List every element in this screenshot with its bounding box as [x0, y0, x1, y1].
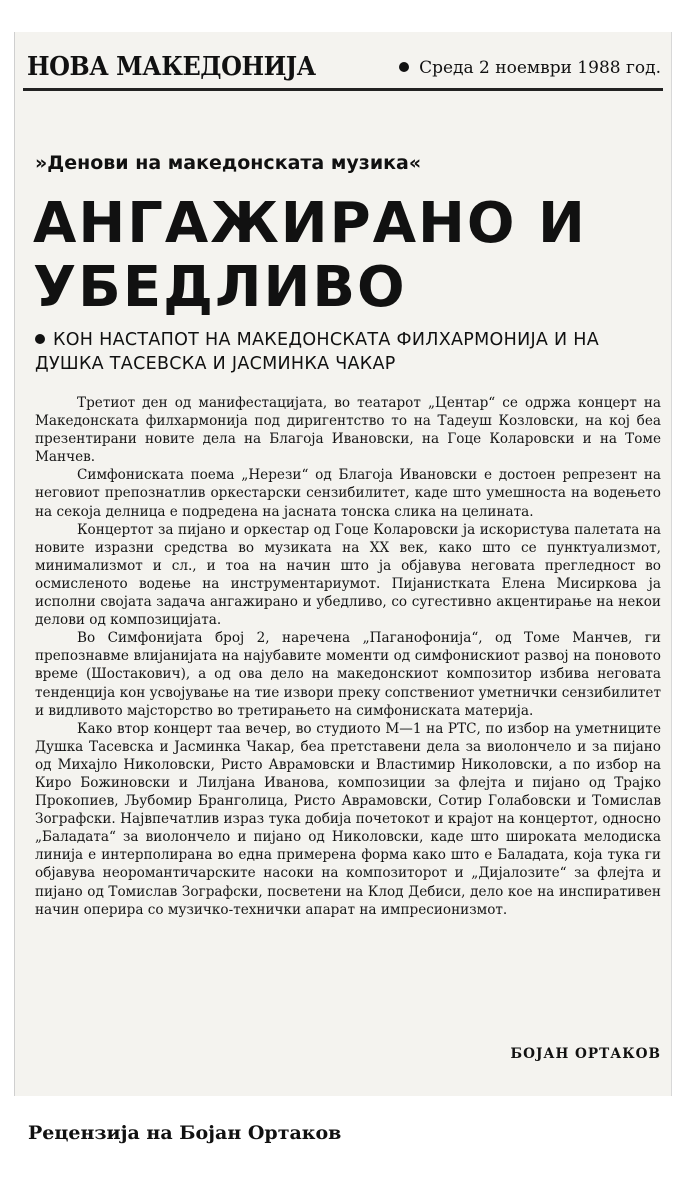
figure-caption: Рецензија на Бојан Ортаков [28, 1122, 342, 1144]
article-paragraph: Во Симфонијата број 2, наречена „Паганофонија“, од Томе Манчев, ги препознавме влијанијата на најубавите моменти од симфонискиот развој на поновото време (Шостакович), а од ова дело на македонскиот композитор избива неговата тенденција кон усвојување на тие извори преку сопствениот уметнички сензибилитет и видливото мајсторство во третирањето на симфониската материја. [35, 630, 661, 719]
author-signature: БОЈАН ОРТАКОВ [510, 1046, 661, 1062]
newspaper-clipping [14, 32, 672, 1096]
publication-date [399, 58, 661, 78]
article-paragraph: Симфониската поема „Нерези“ од Благоја Ивановски е достоен репрезент на неговиот препознатлив оркестарски сензибилитет, каде што умешноста на водењето на секоја делница е подредена на јасната тонска слика на целината. [35, 467, 661, 520]
masthead [23, 46, 663, 91]
article-headline: АНГАЖИРАНО И УБЕДЛИВО [33, 191, 587, 320]
article-paragraph: Како втор концерт таа вечер, во студиото М—1 на РТС, по избор на уметниците Душка Тасевска и Јасминка Чакар, беа претставени дела за виолончело и за пијано од Михајло Николовски, Ристо Аврамовски и Властимир Николовски, а по избор на Киро Божиновски и Лилјана Иванова, композиции за флејта и пијано од Трајко Прокопиев, Љубомир Бранголица, Ристо Аврамовски, Сотир Голабовски и Томислав Зографски. Највпечатлив израз тука добија почетокот и крајот на концертот, односно „Баладата“ за виолончело и пијано од Николовски, каде што широката мелодиска линија е интерполирана во една примерена форма како што е Баладата, која тука ги објавува неоромантичарските насоки на композиторот и „Дијалозите“ за флејта и пијано од Томислав Зографски, посветени на Клод Дебиси, дело кое на инспиративен начин оперира со музичко-технички апарат на импресионизмот. [35, 720, 661, 918]
bullet-icon [399, 62, 409, 72]
newspaper-name: НОВА МАКЕДОНИЈА [27, 52, 316, 82]
date-text: Среда 2 ноември 1988 год. [419, 58, 661, 78]
article-subheadline [35, 328, 665, 376]
article-paragraph: Третиот ден од манифестацијата, во театарот „Центар“ се одржа концерт на Македонската филхармонија под диригентство то на Тадеуш Козловски, на кој беа презентирани новите дела на Благоја Ивановски, на Гоце Коларовски и на Томе Манчев. [35, 395, 661, 466]
article-body [35, 394, 661, 919]
article-kicker: »Денови на македонската музика« [35, 152, 422, 174]
bullet-icon [35, 334, 45, 344]
article-paragraph: Концертот за пијано и оркестар од Гоце Коларовски ја искористува палетата на новите изразни средства во музиката на XX век, како што се пунктуализмот, минимализмот и сл., и тоа на начин што ја објавува неговата прегледност во осмисленото водење на инструментариумот. Пијанистката Елена Мисиркова ја исполни својата задача ангажирано и убедливо, со сугестивно акцентирање на некои делови од композицијата. [35, 521, 661, 629]
subheadline-text: КОН НАСТАПОТ НА МАКЕДОНСКАТА ФИЛХАРМОНИЈА И НА ДУШКА ТАСЕВСКА И ЈАСМИНКА ЧАКАР [35, 330, 600, 374]
